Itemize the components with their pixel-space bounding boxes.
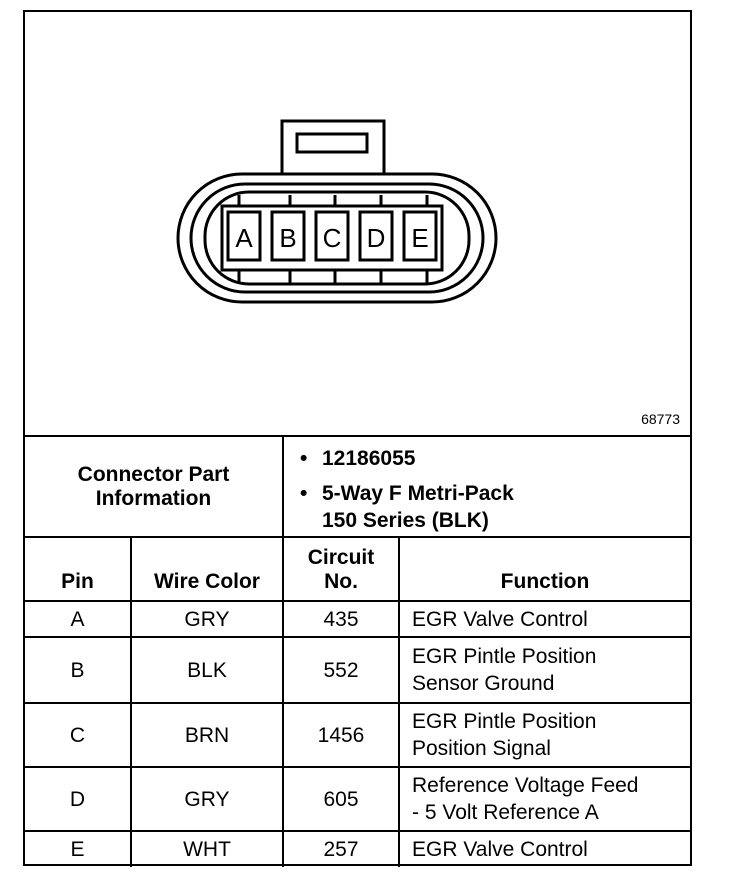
function-cell	[399, 703, 690, 767]
header-wire-color: Wire Color	[131, 537, 283, 601]
function-line1: EGR Valve Control	[412, 838, 588, 861]
connector-info-label	[25, 437, 283, 537]
table-row	[25, 637, 690, 703]
connector-description-line2: 150 Series (BLK)	[322, 509, 489, 532]
function-line2: Sensor Ground	[412, 672, 555, 695]
pin-letter-e: E	[411, 223, 429, 253]
circuit-cell: 435	[283, 601, 399, 637]
wire-color-cell: BLK	[131, 637, 283, 703]
connector-table	[25, 437, 690, 867]
pin-letter-d: D	[366, 223, 386, 253]
circuit-cell: 605	[283, 767, 399, 831]
connector-part-number: 12186055	[322, 447, 416, 470]
bullet-icon: •	[300, 447, 308, 470]
wire-color-cell: WHT	[131, 831, 283, 867]
header-circuit	[283, 537, 399, 601]
circuit-cell: 1456	[283, 703, 399, 767]
table-row	[25, 831, 690, 867]
connector-info-value	[283, 437, 690, 537]
header-function: Function	[399, 537, 690, 601]
pin-cell: C	[25, 703, 131, 767]
connector-face-drawing	[25, 12, 690, 437]
connector-sheet	[23, 10, 692, 866]
connector-diagram-panel	[25, 12, 690, 437]
function-line1: Reference Voltage Feed	[412, 774, 639, 797]
header-circuit-line2: No.	[324, 570, 358, 593]
pin-cavities	[228, 212, 436, 260]
table-row	[25, 601, 690, 637]
pin-letter-c: C	[322, 223, 342, 253]
function-cell	[399, 767, 690, 831]
header-circuit-line1: Circuit	[307, 546, 375, 569]
connector-description-line1: 5-Way F Metri-Pack	[322, 482, 514, 505]
bullet-icon: •	[300, 482, 308, 505]
function-cell	[399, 637, 690, 703]
function-line1: EGR Pintle Position	[412, 645, 597, 668]
function-line2: - 5 Volt Reference A	[412, 801, 599, 824]
function-line1: EGR Pintle Position	[412, 710, 597, 733]
connector-info-label-line2: Information	[95, 486, 212, 510]
wire-color-cell: GRY	[131, 767, 283, 831]
pin-cell: D	[25, 767, 131, 831]
function-line2: Position Signal	[412, 737, 551, 760]
pin-letter-b: B	[279, 223, 297, 253]
circuit-cell: 552	[283, 637, 399, 703]
function-cell	[399, 601, 690, 637]
figure-number: 68773	[641, 411, 680, 427]
pin-cell: E	[25, 831, 131, 867]
table-row	[25, 767, 690, 831]
function-cell	[399, 831, 690, 867]
pin-cell: A	[25, 601, 131, 637]
table-row	[25, 703, 690, 767]
connector-info-label-line1: Connector Part	[77, 462, 230, 486]
pin-cell: B	[25, 637, 131, 703]
header-pin: Pin	[25, 537, 131, 601]
table-header-row	[25, 537, 690, 601]
pin-letter-a: A	[235, 223, 253, 253]
circuit-cell: 257	[283, 831, 399, 867]
function-line1: EGR Valve Control	[412, 607, 588, 631]
connector-lock-slot	[297, 134, 367, 152]
wire-color-cell: BRN	[131, 703, 283, 767]
connector-info-row	[25, 437, 690, 537]
wire-color-cell: GRY	[131, 601, 283, 637]
